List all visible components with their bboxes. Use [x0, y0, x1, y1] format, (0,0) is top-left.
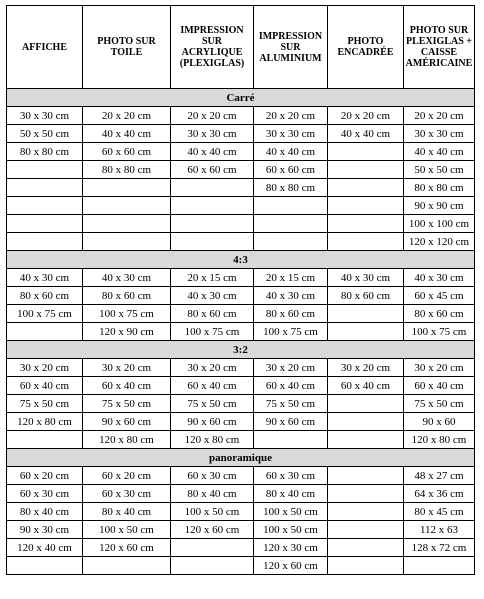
size-cell [171, 215, 254, 233]
section-row-3-2 [7, 341, 475, 359]
size-cell: 60 x 60 cm [171, 161, 254, 179]
size-cell [328, 467, 404, 485]
size-cell: 100 x 50 cm [254, 503, 328, 521]
size-cell: 80 x 60 cm [83, 287, 171, 305]
size-cell: 100 x 75 cm [254, 323, 328, 341]
size-cell: 60 x 60 cm [254, 161, 328, 179]
size-cell: 112 x 63 [404, 521, 475, 539]
size-cell: 80 x 60 cm [254, 305, 328, 323]
size-cell [328, 197, 404, 215]
size-cell: 75 x 50 cm [7, 395, 83, 413]
size-cell [83, 233, 171, 251]
size-cell: 80 x 40 cm [7, 503, 83, 521]
size-cell: 20 x 20 cm [171, 107, 254, 125]
size-cell: 40 x 40 cm [328, 125, 404, 143]
table-row [7, 161, 475, 179]
size-cell [7, 215, 83, 233]
size-cell [328, 413, 404, 431]
table-row [7, 179, 475, 197]
size-cell: 80 x 80 cm [83, 161, 171, 179]
size-cell: 60 x 40 cm [254, 377, 328, 395]
size-cell [328, 557, 404, 575]
section-title: 4:3 [7, 251, 475, 269]
table-row [7, 395, 475, 413]
size-cell: 100 x 75 cm [171, 323, 254, 341]
header-row [7, 6, 475, 89]
size-cell [7, 161, 83, 179]
size-cell [171, 179, 254, 197]
size-cell: 120 x 80 cm [404, 431, 475, 449]
table-row [7, 503, 475, 521]
size-cell: 30 x 20 cm [171, 359, 254, 377]
size-cell: 60 x 20 cm [7, 467, 83, 485]
header-aluminium: IMPRESSION SUR ALUMINIUM [254, 6, 328, 89]
size-cell [83, 215, 171, 233]
size-cell: 60 x 60 cm [83, 143, 171, 161]
size-cell [328, 503, 404, 521]
size-cell: 80 x 60 cm [171, 305, 254, 323]
size-cell [254, 431, 328, 449]
size-cell: 20 x 20 cm [83, 107, 171, 125]
table-row [7, 215, 475, 233]
size-cell: 120 x 120 cm [404, 233, 475, 251]
size-cell: 120 x 60 cm [254, 557, 328, 575]
size-cell: 80 x 80 cm [254, 179, 328, 197]
section-row-panoramique [7, 449, 475, 467]
size-cell [254, 233, 328, 251]
size-cell: 120 x 80 cm [171, 431, 254, 449]
size-cell: 75 x 50 cm [83, 395, 171, 413]
table-row [7, 269, 475, 287]
size-cell: 60 x 30 cm [254, 467, 328, 485]
size-cell: 90 x 90 cm [404, 197, 475, 215]
table-row [7, 431, 475, 449]
size-cell: 90 x 60 cm [171, 413, 254, 431]
header-affiche: AFFICHE [7, 6, 83, 89]
size-cell [328, 539, 404, 557]
size-cell: 60 x 30 cm [7, 485, 83, 503]
size-cell: 30 x 30 cm [404, 125, 475, 143]
size-cell: 80 x 60 cm [7, 287, 83, 305]
size-cell [328, 143, 404, 161]
size-cell: 60 x 40 cm [328, 377, 404, 395]
size-cell [328, 179, 404, 197]
table-row [7, 485, 475, 503]
table-row [7, 413, 475, 431]
table-row [7, 197, 475, 215]
size-cell: 100 x 100 cm [404, 215, 475, 233]
header-acrylique: IMPRESSION SUR ACRYLIQUE (PLEXIGLAS) [171, 6, 254, 89]
size-cell: 90 x 60 [404, 413, 475, 431]
size-cell [328, 161, 404, 179]
size-cell: 90 x 60 cm [254, 413, 328, 431]
size-cell [328, 305, 404, 323]
size-cell: 80 x 40 cm [83, 503, 171, 521]
size-cell: 75 x 50 cm [254, 395, 328, 413]
size-cell: 80 x 80 cm [7, 143, 83, 161]
size-cell: 40 x 30 cm [83, 269, 171, 287]
section-row-carr [7, 89, 475, 107]
size-cell: 30 x 20 cm [254, 359, 328, 377]
size-cell: 60 x 30 cm [83, 485, 171, 503]
size-cell: 50 x 50 cm [7, 125, 83, 143]
size-cell: 100 x 50 cm [83, 521, 171, 539]
print-size-table [6, 5, 475, 575]
size-cell: 20 x 20 cm [404, 107, 475, 125]
size-cell: 60 x 20 cm [83, 467, 171, 485]
section-title: Carré [7, 89, 475, 107]
size-cell [328, 215, 404, 233]
size-cell: 120 x 80 cm [7, 413, 83, 431]
header-photo-encadree: PHOTO ENCADRÉE [328, 6, 404, 89]
size-cell [7, 179, 83, 197]
size-cell: 80 x 45 cm [404, 503, 475, 521]
size-cell [328, 323, 404, 341]
size-cell: 90 x 30 cm [7, 521, 83, 539]
size-cell [7, 233, 83, 251]
size-cell: 40 x 40 cm [404, 143, 475, 161]
size-cell [328, 485, 404, 503]
header-photo-toile: PHOTO SUR TOILE [83, 6, 171, 89]
size-cell: 75 x 50 cm [171, 395, 254, 413]
size-cell [171, 197, 254, 215]
size-cell: 60 x 45 cm [404, 287, 475, 305]
size-cell: 60 x 30 cm [171, 467, 254, 485]
table-row [7, 359, 475, 377]
size-cell: 120 x 30 cm [254, 539, 328, 557]
table-row [7, 125, 475, 143]
size-cell: 120 x 60 cm [171, 521, 254, 539]
size-cell: 60 x 40 cm [404, 377, 475, 395]
size-cell: 30 x 30 cm [7, 107, 83, 125]
table-row [7, 233, 475, 251]
table-row [7, 557, 475, 575]
table-row [7, 305, 475, 323]
section-title: 3:2 [7, 341, 475, 359]
size-cell [171, 557, 254, 575]
size-cell: 128 x 72 cm [404, 539, 475, 557]
size-cell [7, 557, 83, 575]
size-cell: 100 x 50 cm [171, 503, 254, 521]
size-cell: 40 x 30 cm [7, 269, 83, 287]
size-cell: 20 x 15 cm [254, 269, 328, 287]
size-cell [83, 179, 171, 197]
size-cell: 80 x 60 cm [404, 305, 475, 323]
size-cell: 20 x 20 cm [254, 107, 328, 125]
table-body [7, 89, 475, 575]
size-cell: 30 x 20 cm [328, 359, 404, 377]
size-cell: 20 x 15 cm [171, 269, 254, 287]
table-row [7, 287, 475, 305]
size-cell: 30 x 30 cm [254, 125, 328, 143]
section-row-4-3 [7, 251, 475, 269]
table-row [7, 143, 475, 161]
size-cell [328, 395, 404, 413]
size-cell: 60 x 40 cm [171, 377, 254, 395]
size-cell [328, 521, 404, 539]
size-cell: 40 x 30 cm [171, 287, 254, 305]
size-cell: 60 x 40 cm [7, 377, 83, 395]
size-cell [7, 197, 83, 215]
size-cell: 75 x 50 cm [404, 395, 475, 413]
size-cell: 48 x 27 cm [404, 467, 475, 485]
header-plexiglas-caisse: PHOTO SUR PLEXIGLAS + CAISSE AMÉRICAINE [404, 6, 475, 89]
size-cell [83, 557, 171, 575]
table-row [7, 377, 475, 395]
size-cell: 40 x 30 cm [254, 287, 328, 305]
size-cell: 30 x 20 cm [404, 359, 475, 377]
size-cell: 30 x 20 cm [7, 359, 83, 377]
size-cell [254, 215, 328, 233]
size-cell: 80 x 40 cm [254, 485, 328, 503]
table-row [7, 521, 475, 539]
size-cell: 120 x 90 cm [83, 323, 171, 341]
size-cell [328, 431, 404, 449]
size-cell [171, 233, 254, 251]
size-cell [7, 323, 83, 341]
size-cell: 40 x 40 cm [83, 125, 171, 143]
size-cell [404, 557, 475, 575]
size-cell: 40 x 30 cm [328, 269, 404, 287]
size-cell [254, 197, 328, 215]
size-cell: 80 x 60 cm [328, 287, 404, 305]
size-cell: 100 x 75 cm [83, 305, 171, 323]
size-cell: 100 x 50 cm [254, 521, 328, 539]
size-cell: 40 x 30 cm [404, 269, 475, 287]
size-cell [83, 197, 171, 215]
size-cell: 30 x 30 cm [171, 125, 254, 143]
size-cell [171, 539, 254, 557]
size-cell: 60 x 40 cm [83, 377, 171, 395]
size-cell: 120 x 80 cm [83, 431, 171, 449]
size-cell: 100 x 75 cm [404, 323, 475, 341]
table-row [7, 467, 475, 485]
size-cell: 80 x 80 cm [404, 179, 475, 197]
size-cell: 50 x 50 cm [404, 161, 475, 179]
size-cell: 20 x 20 cm [328, 107, 404, 125]
table-row [7, 323, 475, 341]
size-cell: 90 x 60 cm [83, 413, 171, 431]
size-cell [7, 431, 83, 449]
size-cell: 40 x 40 cm [254, 143, 328, 161]
size-cell: 40 x 40 cm [171, 143, 254, 161]
size-cell [328, 233, 404, 251]
size-cell: 64 x 36 cm [404, 485, 475, 503]
size-cell: 120 x 40 cm [7, 539, 83, 557]
size-cell: 100 x 75 cm [7, 305, 83, 323]
size-cell: 30 x 20 cm [83, 359, 171, 377]
table-header [7, 6, 475, 89]
size-cell: 80 x 40 cm [171, 485, 254, 503]
size-cell: 120 x 60 cm [83, 539, 171, 557]
section-title: panoramique [7, 449, 475, 467]
table-row [7, 539, 475, 557]
table-row [7, 107, 475, 125]
